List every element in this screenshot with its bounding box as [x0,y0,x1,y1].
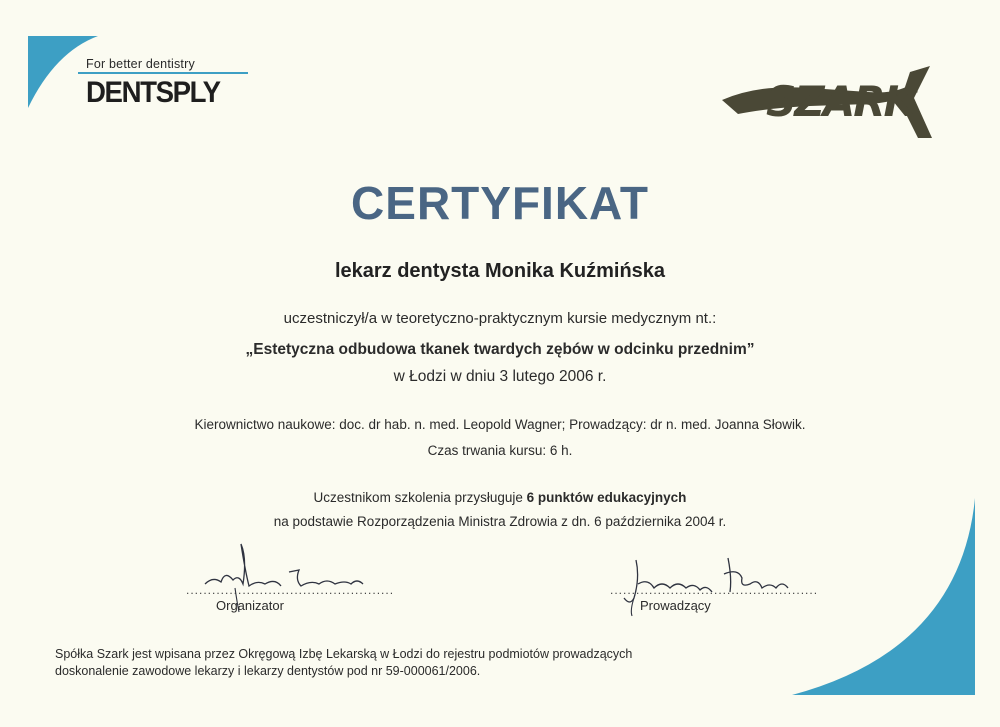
course-duration: Czas trwania kursu: 6 h. [427,443,573,458]
points-prefix: Uczestnikom szkolenia przysługuje [313,490,527,505]
participation-text: uczestniczył/a w teoretyczno-praktycznym kursie medycznym nt.: [283,310,717,327]
points-value: 6 punktów edukacyjnych [526,490,687,505]
registration-footer [55,646,632,680]
svg-text:SZARK: SZARK [766,77,915,126]
course-title: „Estetyczna odbudowa tkanek twardych zębów w odcinku przednim” [245,341,755,358]
organizer-label: Organizator [216,598,284,613]
instructor-signature-line: ................................................ [610,583,819,597]
regulation-text: na podstawie Rozporządzenia Ministra Zdrowia z dn. 6 października 2004 r. [273,514,727,529]
dentsply-rule [78,72,248,74]
dentsply-tagline: For better dentistry [86,57,195,71]
szark-logo [718,58,938,140]
education-points [0,490,1000,505]
footer-line-1: Spółka Szark jest wpisana przez Okręgową Izbę Lekarską w Łodzi do rejestru podmiotów prowadzących [55,647,633,661]
organizer-signature-line: ................................................ [186,583,395,597]
recipient-name: lekarz dentysta Monika Kuźmińska [334,260,666,282]
place-and-date: w Łodzi w dniu 3 lutego 2006 r. [393,368,607,385]
instructor-label: Prowadzący [640,598,711,613]
certificate-title: CERTYFIKAT [351,177,649,229]
course-leaders: Kierownictwo naukowe: doc. dr hab. n. med. Leopold Wagner; Prowadzący: dr n. med. Joanna Słowik. [194,417,806,432]
dentsply-logo: DENTSPLY [86,76,220,109]
footer-line-2: doskonalenie zawodowe lekarzy i lekarzy dentystów pod nr 59-000061/2006. [55,664,481,678]
